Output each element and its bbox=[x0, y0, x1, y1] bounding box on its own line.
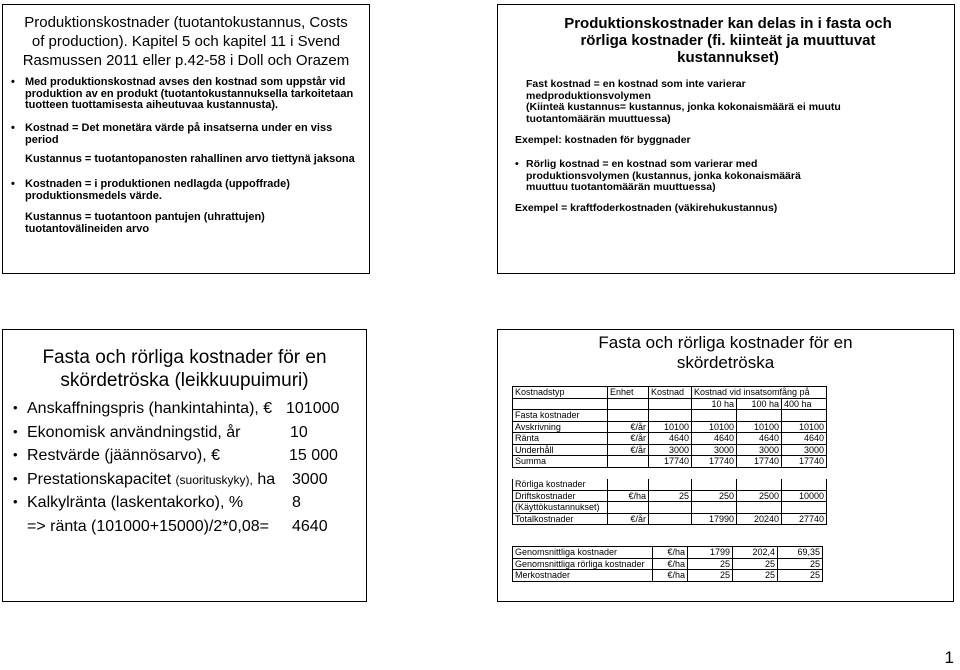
bullet-kostnaden: • Kostnaden = i produktionen nedlagda (uppoffrade) produktionsmedels värde. bbox=[11, 178, 290, 202]
average-cost-table bbox=[512, 546, 823, 582]
table-row: Summa 17740 17740 17740 17740 bbox=[513, 456, 827, 468]
list-item: • Prestationskapacitet (suorituskyky), ha 3000 bbox=[13, 470, 328, 488]
paragraph-kustannus: Kustannus = tuotantopanosten rahallinen arvo tiettynä jaksona bbox=[25, 153, 355, 165]
example-buildings: Exempel: kostnaden för byggnader bbox=[515, 134, 691, 146]
bullet-variable-cost: • Rörlig kostnad = en kostnad som varierar med produktionsvolymen (kustannus, jonka kokonaismäärä muuttuu tuotantomäärän muuttuessa) bbox=[515, 158, 801, 193]
formula-row: => ränta (101000+15000)/2*0,08= 4640 bbox=[27, 517, 328, 535]
cost-table bbox=[512, 386, 827, 525]
bullet-definition: • Med produktionskostnad avses den kostnad som uppstår vid produktion av en produkt (tuotantokustannuksella tarkoitetaan tuotteen tuottamisesta aiheutuvaa kustannusta). bbox=[11, 76, 354, 111]
list-item: • Anskaffningspris (hankintahinta), € 101000 bbox=[13, 400, 340, 417]
bullet-icon: • bbox=[11, 178, 15, 190]
table-row: 10 ha 100 ha 400 ha bbox=[513, 398, 827, 410]
slide-title: Fasta och rörliga kostnader för en skördetröska bbox=[598, 333, 853, 372]
slide-harvester-table bbox=[497, 329, 954, 602]
fixed-cost-finnish: (Kiinteä kustannus= kustannus, jonka kokonaismäärä ei muutu tuotantomäärän muuttuessa) bbox=[526, 101, 841, 125]
bullet-icon: • bbox=[13, 400, 18, 415]
slide-title: Fasta och rörliga kostnader för en skördetröska (leikkuupuimuri) bbox=[42, 347, 327, 391]
table-row: Genomsnittliga rörliga kostnader €/ha 25 25 25 bbox=[513, 558, 823, 570]
bullet-icon: • bbox=[13, 423, 18, 439]
bullet-icon: • bbox=[11, 76, 15, 88]
bullet-icon: • bbox=[11, 122, 15, 134]
page-number: 1 bbox=[944, 648, 954, 667]
table-row: Merkostnader €/ha 25 25 25 bbox=[513, 570, 823, 582]
bullet-icon: • bbox=[13, 447, 18, 462]
list-item: • Restvärde (jäännösarvo), € 15 000 bbox=[13, 447, 338, 464]
list-item: • Kalkylränta (laskentakorko), % 8 bbox=[13, 494, 301, 511]
slide-title: Produktionskostnader (tuotantokustannus, Costs of production). Kapitel 5 och kapitel 11 i Svend Rasmussen 2011 eller p.42-58 i Doll och Orazem bbox=[22, 14, 350, 69]
paragraph-kustannus-2: Kustannus = tuotantoon pantujen (uhrattujen) tuotantovälineiden arvo bbox=[25, 211, 265, 235]
table-row: Underhåll €/år 3000 3000 3000 3000 bbox=[513, 444, 827, 456]
table-row: Kostnadstyp Enhet Kostnad Kostnad vid insatsomfång på bbox=[513, 387, 827, 399]
table-row: Totalkostnader €/år 17990 20240 27740 bbox=[513, 513, 827, 525]
slide-harvester-calc bbox=[2, 329, 367, 602]
table-row bbox=[513, 467, 827, 479]
slide-fixed-variable bbox=[497, 4, 955, 274]
table-row: Avskrivning €/år 10100 10100 10100 10100 bbox=[513, 421, 827, 433]
bullet-icon: • bbox=[515, 158, 519, 170]
bullet-icon: • bbox=[13, 494, 18, 509]
table-row: Fasta kostnader bbox=[513, 410, 827, 422]
slide-production-costs bbox=[2, 4, 370, 274]
example-feed: Exempel = kraftfoderkostnaden (väkirehukustannus) bbox=[515, 202, 778, 214]
table-row: Driftskostnader €/ha 25 250 2500 10000 bbox=[513, 490, 827, 502]
table-row: (Käyttökustannukset) bbox=[513, 502, 827, 514]
list-item: • Ekonomisk användningstid, år 10 bbox=[13, 423, 308, 441]
bullet-cost-definition: • Kostnad = Det monetära värde på insatserna under en viss period bbox=[11, 122, 333, 146]
table-row: Rörliga kostnader bbox=[513, 479, 827, 491]
bullet-icon: • bbox=[13, 470, 18, 486]
table-row: Ränta €/år 4640 4640 4640 4640 bbox=[513, 433, 827, 445]
slide-title: Produktionskostnader kan delas in i fasta och rörliga kostnader (fi. kiinteät ja muuttuvat kustannukset) bbox=[564, 15, 892, 66]
table-row: Genomsnittliga kostnader €/ha 1799 202,4 69,35 bbox=[513, 547, 823, 559]
fixed-cost-definition: Fast kostnad = en kostnad som inte varierar medproduktionsvolymen bbox=[526, 78, 746, 102]
parameter-list bbox=[13, 400, 363, 541]
